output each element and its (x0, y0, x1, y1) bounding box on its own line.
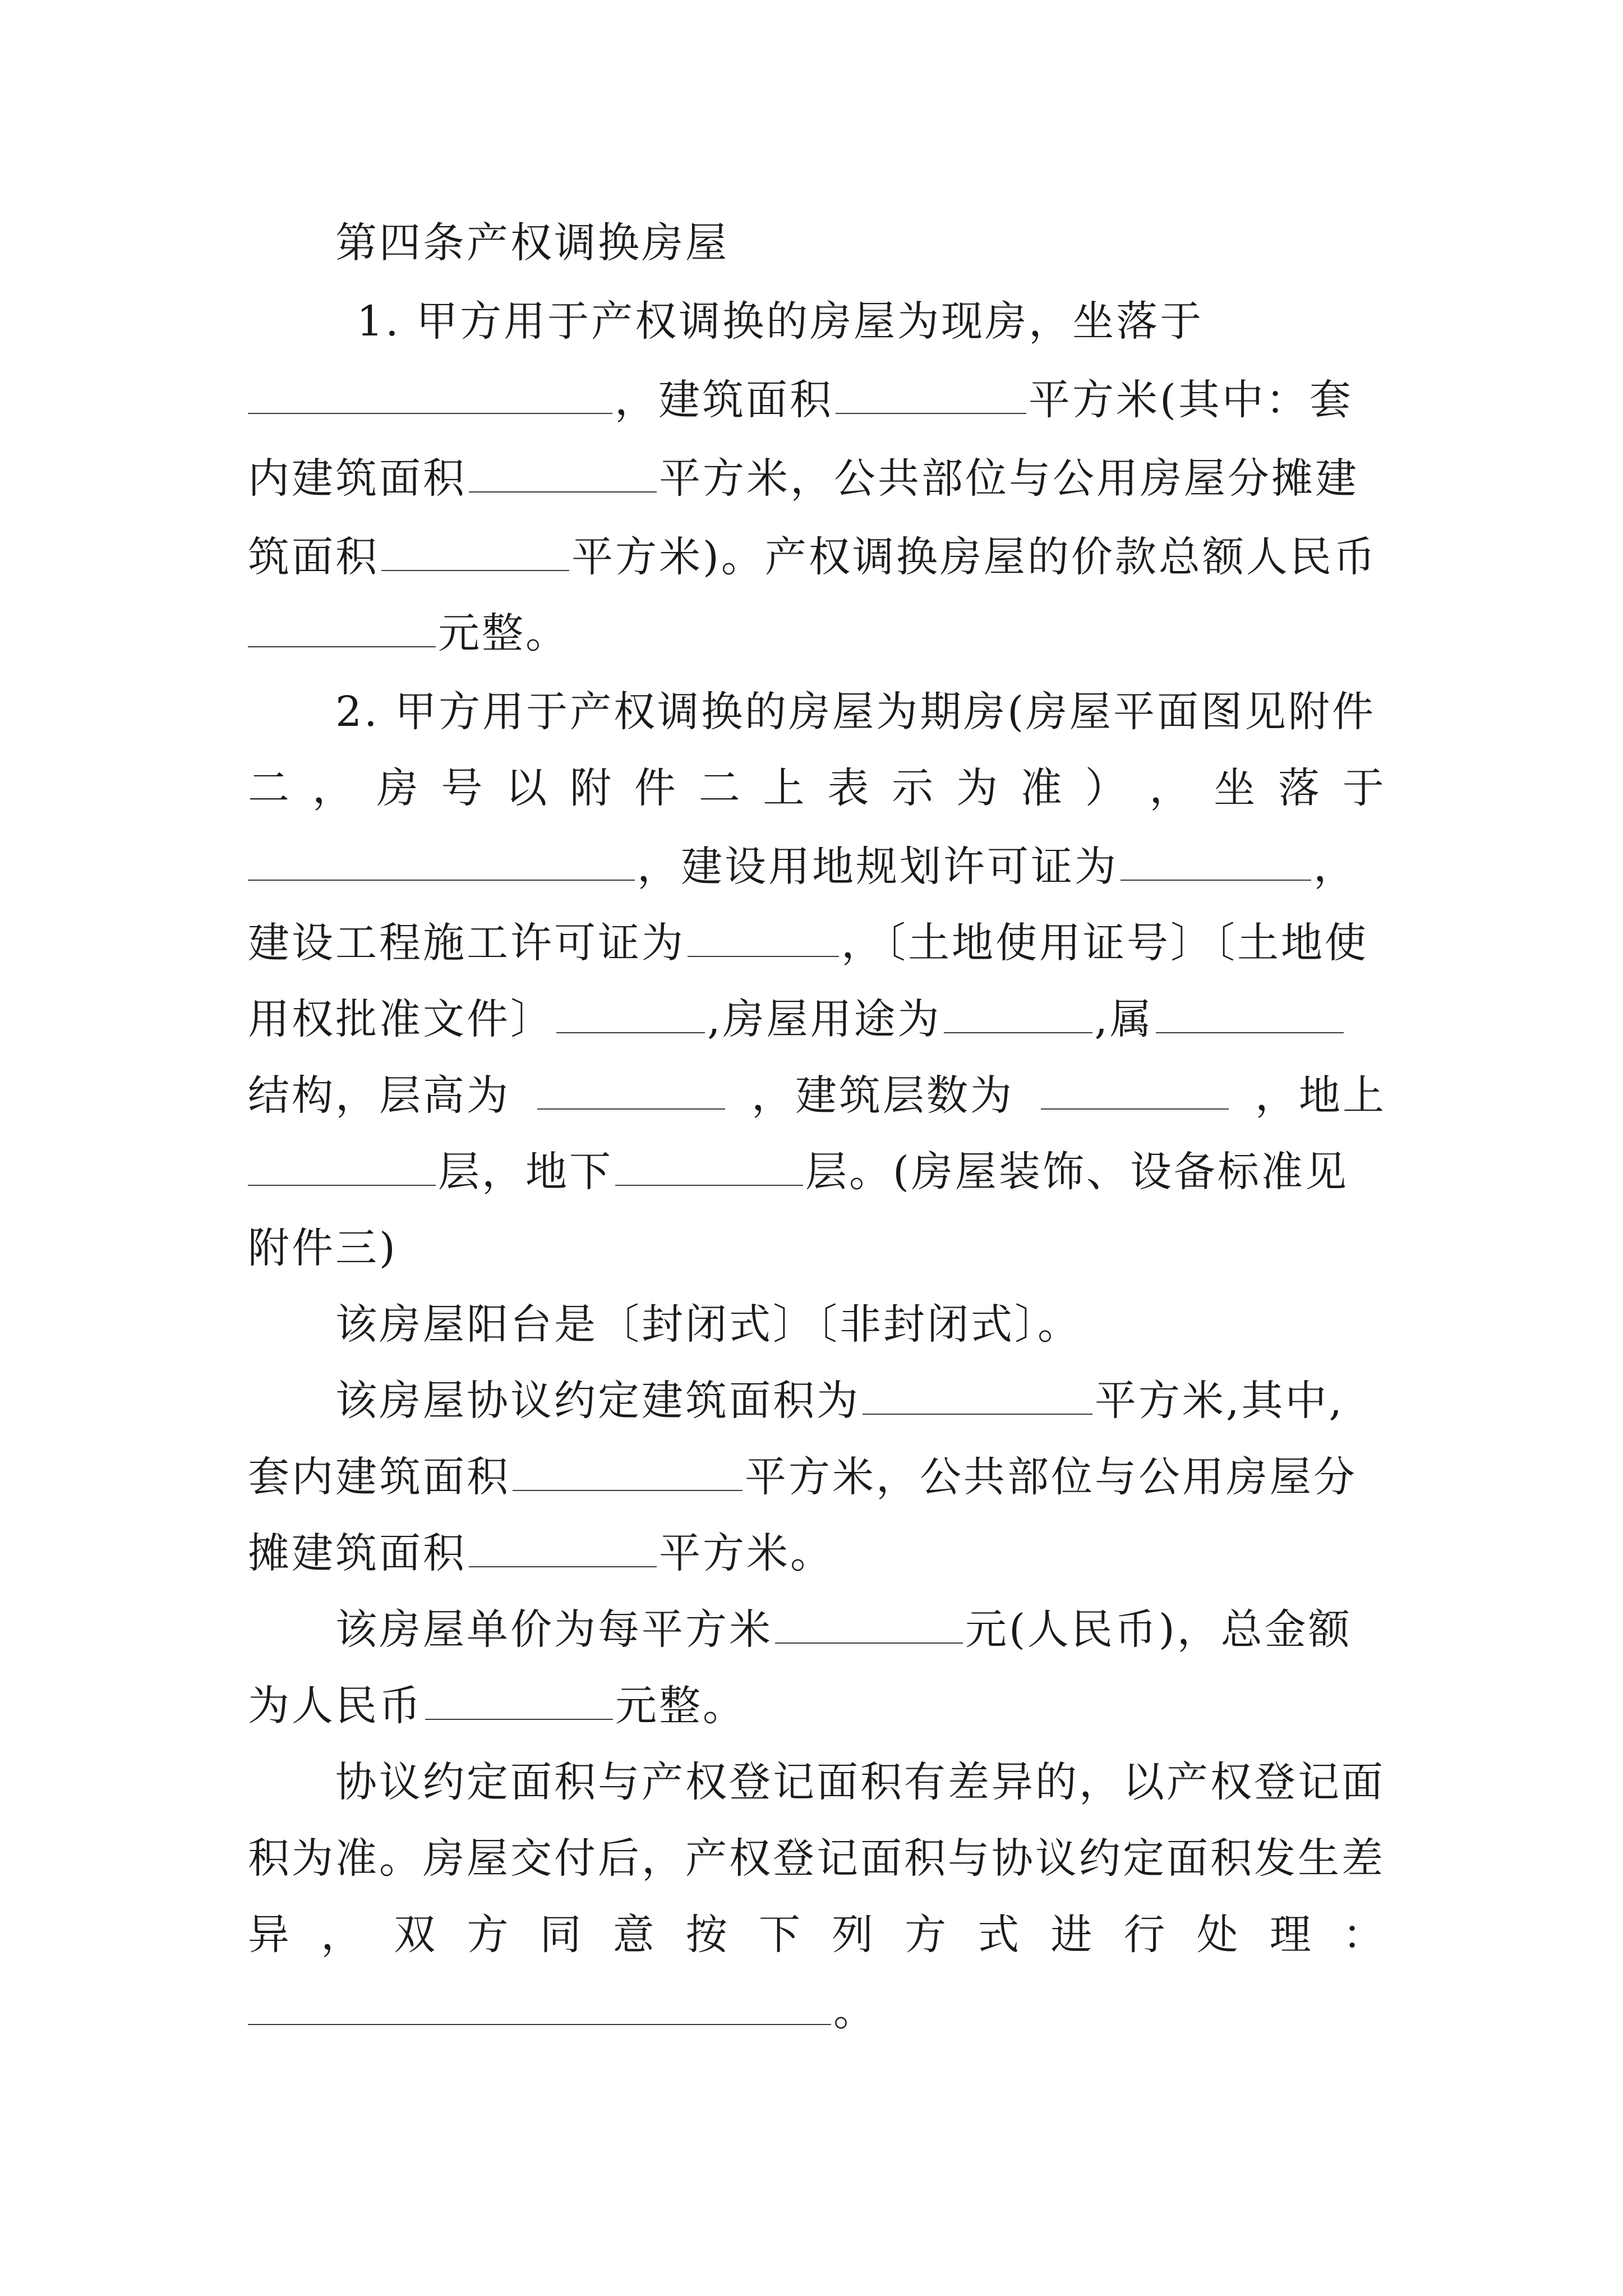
blank-future-location[interactable] (248, 840, 635, 881)
item2-line5: 用权批准文件〕 ,房屋用途为 ,属 (248, 988, 1386, 1050)
blank-land-approval[interactable] (556, 993, 705, 1033)
diff-line3-char: 双 (394, 1911, 438, 1959)
item2-line2-char: 落 (1278, 764, 1322, 812)
blank-agreed-inner-area[interactable] (513, 1451, 743, 1491)
diff-line2: 积为准。房屋交付后，产权登记面积与协议约定面积发生差 (248, 1834, 1385, 1883)
diff-line3-char: 意 (612, 1911, 657, 1959)
blank-land-permit[interactable] (1121, 840, 1311, 881)
item2-line2-char: 附 (570, 764, 614, 812)
item2-line2-char: 二 (248, 764, 292, 812)
blank-floor-count[interactable] (1041, 1069, 1229, 1110)
diff-line3-char: ， (321, 1911, 365, 1959)
blank-total-amount[interactable] (425, 1680, 613, 1720)
item2-line2-char: ） (1085, 764, 1129, 812)
item2-line2-char: 示 (892, 764, 936, 812)
blank-unit-price[interactable] (775, 1603, 963, 1644)
blank-handling-method[interactable] (248, 1985, 831, 2025)
item2-line4: 建设工程施工许可证为 ，〔土地使用证号〕〔土地使 (248, 912, 1386, 974)
diff-line3-char: 式 (978, 1911, 1022, 1959)
price-line2: 为人民币 元整。 (248, 1675, 1386, 1737)
item2-line2-char: 二 (698, 764, 743, 812)
blank-building-area[interactable] (836, 374, 1026, 414)
item2-line2-char: 件 (634, 764, 678, 812)
diff-line1: 协议约定面积与产权登记面积有差异的，以产权登记面 (335, 1758, 1385, 1806)
item2-line2-char: 以 (505, 764, 550, 812)
item2-line1: 2. 甲方用于产权调换的房屋为期房(房屋平面图见附件 (335, 688, 1376, 736)
blank-floors-below[interactable] (615, 1145, 803, 1186)
blank-shared-area[interactable] (381, 531, 569, 571)
blank-total-price[interactable] (248, 607, 436, 647)
item2-line2-char: 为 (956, 764, 1000, 812)
blank-floors-above[interactable] (248, 1145, 436, 1186)
item2-line2-char: 坐 (1214, 764, 1258, 812)
diff-line3-char: 列 (832, 1911, 875, 1959)
item1-line4: 筑面积 平方米)。产权调换房屋的价款总额人民币 (248, 526, 1386, 588)
item2-line2-char: ， (312, 764, 356, 812)
item2-line7: 层，地下 层。(房屋装饰、设备标准见 (248, 1141, 1386, 1203)
diff-line3-char: 理 (1269, 1911, 1313, 1959)
diff-line3-char: 方 (905, 1911, 949, 1959)
area-line1: 该房屋协议约定建筑面积为 平方米,其中, (335, 1370, 1386, 1432)
item1-line3: 内建筑面积 平方米，公共部位与公用房屋分摊建 (248, 448, 1386, 509)
item2-line2-char: 房 (376, 764, 421, 812)
item2-line2-char: 号 (441, 764, 485, 812)
item1-line1: 1. 甲方用于产权调换的房屋为现房，坐落于 (357, 297, 1204, 346)
diff-line3 (248, 1904, 1386, 1966)
diff-line3-char: 行 (1123, 1911, 1168, 1959)
blank-construction-permit[interactable] (688, 917, 839, 957)
blank-location[interactable] (248, 374, 612, 414)
diff-line3-char: 方 (467, 1911, 511, 1959)
item2-line2 (248, 757, 1386, 819)
diff-line4: 。 (248, 1980, 1386, 2042)
item2-line2-char: 于 (1342, 764, 1386, 812)
item2-line2-char: ， (1149, 764, 1193, 812)
blank-structure[interactable] (1156, 993, 1344, 1033)
item2-line2-char: 表 (827, 764, 872, 812)
balcony-line: 该房屋阳台是〔封闭式〕〔非封闭式〕。 (335, 1300, 1081, 1349)
blank-inner-area[interactable] (469, 452, 657, 493)
blank-floor-height[interactable] (537, 1069, 725, 1110)
diff-line3-char: 下 (758, 1911, 803, 1959)
item2-line3: ，建设用地规划许可证为 ， (248, 836, 1386, 898)
blank-agreed-shared-area[interactable] (469, 1527, 657, 1567)
area-line3: 摊建筑面积 平方米。 (248, 1522, 1386, 1584)
item2-line2-char: 准 (1020, 764, 1064, 812)
area-line2: 套内建筑面积 平方米，公共部位与公用房屋分 (248, 1446, 1386, 1508)
blank-house-use[interactable] (944, 993, 1092, 1033)
item2-line8: 附件三) (248, 1224, 398, 1272)
diff-line3-char: 按 (685, 1911, 730, 1959)
diff-line3-char: ： (1342, 1911, 1386, 1959)
diff-line3-char: 处 (1196, 1911, 1241, 1959)
diff-line3-char: 同 (540, 1911, 584, 1959)
item1-line2: ，建筑面积 平方米(其中：套 (248, 369, 1386, 431)
item1-line5: 元整。 (248, 602, 1386, 664)
blank-agreed-area[interactable] (863, 1374, 1092, 1415)
article-heading: 第四条产权调换房屋 (335, 219, 729, 267)
item2-line6: 结构，层高为 ，建筑层数为 ，地上 (248, 1065, 1386, 1126)
diff-line3-char: 异 (248, 1911, 292, 1959)
diff-line3-char: 进 (1050, 1911, 1095, 1959)
price-line1: 该房屋单价为每平方米 元(人民币)，总金额 (335, 1599, 1386, 1660)
item2-line2-char: 上 (763, 764, 807, 812)
